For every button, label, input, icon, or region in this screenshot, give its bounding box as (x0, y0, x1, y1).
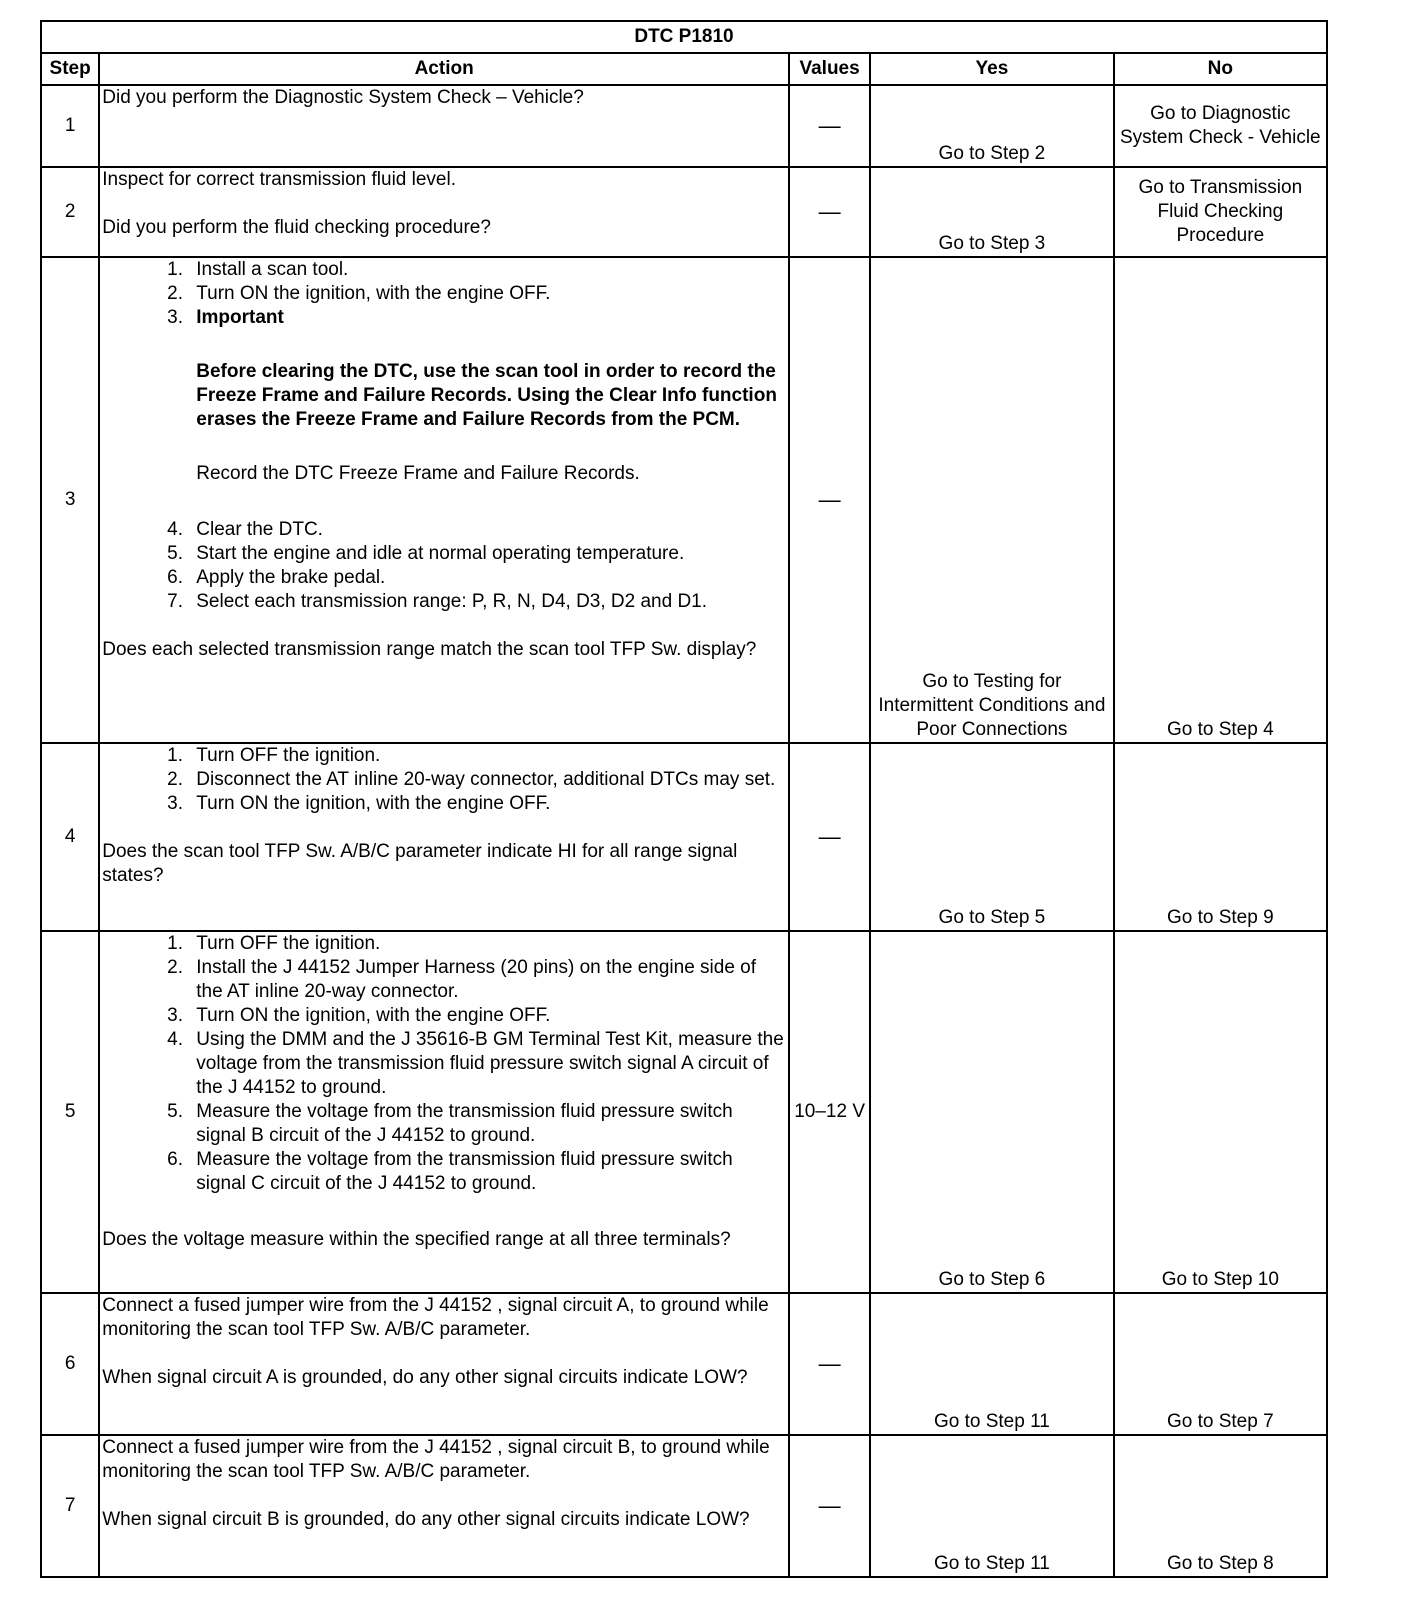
list-item: 2. Turn ON the ignition, with the engine OFF. (188, 282, 786, 306)
action-cell (99, 743, 789, 931)
header-action: Action (99, 53, 789, 85)
table-row (41, 167, 1327, 257)
action-list (102, 744, 786, 816)
no-cell: Go to Step 8 (1114, 1435, 1327, 1577)
yes-cell: Go to Step 2 (870, 85, 1113, 167)
action-intro: Inspect for correct transmission fluid level. (102, 169, 456, 190)
step-number: 1 (41, 85, 99, 167)
list-item: 2. Install the J 44152 Jumper Harness (20 pins) on the engine side of the AT inline 20-way connector. (188, 956, 786, 1004)
value-cell: — (789, 1293, 870, 1435)
table-row (41, 85, 1327, 167)
list-item: 4. Using the DMM and the J 35616-B GM Terminal Test Kit, measure the voltage from the transmission fluid pressure switch signal A circuit of the J 44152 to ground. (188, 1028, 786, 1100)
value-cell: — (789, 167, 870, 257)
value-cell: — (789, 257, 870, 743)
table-row (41, 743, 1327, 931)
step-number: 2 (41, 167, 99, 257)
table-row (41, 931, 1327, 1293)
table-row (41, 1293, 1327, 1435)
value-cell: — (789, 1435, 870, 1577)
dtc-table (40, 20, 1328, 1578)
action-cell (99, 1435, 789, 1577)
list-item (188, 306, 786, 486)
yes-cell: Go to Step 11 (870, 1435, 1113, 1577)
value-cell: — (789, 85, 870, 167)
header-row (41, 53, 1327, 85)
list-item: 6. Measure the voltage from the transmission fluid pressure switch signal C circuit of the J 44152 to ground. (188, 1148, 786, 1196)
step-number: 5 (41, 931, 99, 1293)
yes-cell: Go to Step 11 (870, 1293, 1113, 1435)
list-item: 5. Measure the voltage from the transmission fluid pressure switch signal B circuit of the J 44152 to ground. (188, 1100, 786, 1148)
action-cell (99, 85, 789, 167)
header-yes: Yes (870, 53, 1113, 85)
header-no: No (1114, 53, 1327, 85)
list-item: 2. Disconnect the AT inline 20-way connector, additional DTCs may set. (188, 768, 786, 792)
table-row (41, 1435, 1327, 1577)
action-question: When signal circuit A is grounded, do any other signal circuits indicate LOW? (102, 1367, 748, 1388)
list-item: 3. Turn ON the ignition, with the engine OFF. (188, 792, 786, 816)
yes-cell: Go to Step 5 (870, 743, 1113, 931)
important-text: Before clearing the DTC, use the scan tool in order to record the Freeze Frame and Failure Records. Using the Clear Info function erases the Freeze Frame and Failure Records from the PCM. (196, 361, 777, 430)
step-number: 4 (41, 743, 99, 931)
action-cell (99, 167, 789, 257)
action-question: Does each selected transmission range match the scan tool TFP Sw. display? (102, 639, 757, 660)
no-cell: Go to Step 4 (1114, 257, 1327, 743)
action-question: Does the scan tool TFP Sw. A/B/C parameter indicate HI for all range signal states? (102, 841, 738, 886)
yes-cell: Go to Testing for Intermittent Conditions and Poor Connections (870, 257, 1113, 743)
step-number: 6 (41, 1293, 99, 1435)
action-cell (99, 257, 789, 743)
action-question: Did you perform the fluid checking procedure? (102, 217, 491, 238)
list-item: 7. Select each transmission range: P, R, N, D4, D3, D2 and D1. (188, 590, 786, 614)
step-number: 7 (41, 1435, 99, 1577)
yes-cell: Go to Step 3 (870, 167, 1113, 257)
no-cell: Go to Transmission Fluid Checking Procedure (1114, 167, 1327, 257)
no-cell: Go to Step 9 (1114, 743, 1327, 931)
action-intro: Connect a fused jumper wire from the J 44152 , signal circuit B, to ground while monitoring the scan tool TFP Sw. A/B/C parameter. (102, 1437, 770, 1482)
action-question: Did you perform the Diagnostic System Check – Vehicle? (102, 87, 584, 108)
action-list (102, 258, 786, 486)
no-cell: Go to Diagnostic System Check - Vehicle (1114, 85, 1327, 167)
action-cell (99, 931, 789, 1293)
value-cell: 10–12 V (789, 931, 870, 1293)
action-list (102, 518, 786, 614)
action-question: When signal circuit B is grounded, do any other signal circuits indicate LOW? (102, 1509, 750, 1530)
list-item: 5. Start the engine and idle at normal operating temperature. (188, 542, 786, 566)
step-number: 3 (41, 257, 99, 743)
list-item: 1. Install a scan tool. (188, 258, 786, 282)
list-item: 3. Turn ON the ignition, with the engine OFF. (188, 1004, 786, 1028)
value-cell: — (789, 743, 870, 931)
list-item: 1. Turn OFF the ignition. (188, 932, 786, 956)
table-row (41, 257, 1327, 743)
list-item: 6. Apply the brake pedal. (188, 566, 786, 590)
header-step: Step (41, 53, 99, 85)
list-item: 1. Turn OFF the ignition. (188, 744, 786, 768)
header-values: Values (789, 53, 870, 85)
no-cell: Go to Step 10 (1114, 931, 1327, 1293)
no-cell: Go to Step 7 (1114, 1293, 1327, 1435)
action-list (102, 932, 786, 1196)
yes-cell: Go to Step 6 (870, 931, 1113, 1293)
list-item: 4. Clear the DTC. (188, 518, 786, 542)
action-intro: Connect a fused jumper wire from the J 44152 , signal circuit A, to ground while monitoring the scan tool TFP Sw. A/B/C parameter. (102, 1295, 769, 1340)
action-cell (99, 1293, 789, 1435)
record-text: Record the DTC Freeze Frame and Failure Records. (196, 463, 640, 484)
important-label: Important (196, 307, 284, 328)
action-question: Does the voltage measure within the specified range at all three terminals? (102, 1229, 731, 1250)
table-title: DTC P1810 (41, 21, 1327, 53)
